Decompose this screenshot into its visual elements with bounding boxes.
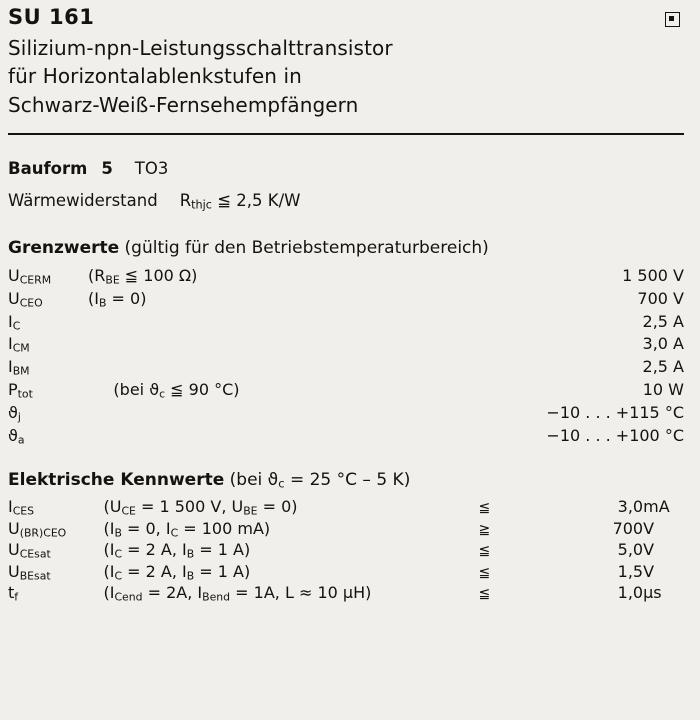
cond-p4: = 1 A) [194,540,251,560]
cond-p1: C [114,547,123,561]
electrical-table [8,497,692,605]
header-divider [8,133,684,135]
subtitle-line-1: Silizium-npn-Leistungsschalttransistor [8,36,393,61]
electrical-heading-rest-sub: c [278,476,285,491]
limits-condition-rest: ≦ 90 °C) [165,380,240,400]
page-title: SU 161 [8,5,95,29]
param-value: 3,0 [617,497,644,517]
limits-condition: (bei $ϑ_c$ ≦ 90 °C) [88,380,240,401]
param-value: 5,0 [617,540,644,560]
limits-heading [8,238,692,258]
param-symbol: $I_{CES}$ [8,497,35,518]
cond-p3: Bend [202,590,231,604]
header-row [8,6,692,29]
package-label: Bauform [8,159,88,179]
param-symbol: $U_{(BR)CEO}$ [8,518,67,540]
cond-p2: = 1 500 V, U [135,497,244,517]
limits-condition [88,425,396,448]
table-row [8,333,692,356]
table-row [8,379,692,402]
limits-condition-sub: c [159,387,166,401]
param-symbol-sub: f [14,590,19,604]
param-unit: mA [643,497,670,517]
param-symbol: $U_{BEsat}$ [8,561,51,583]
cond-p0: (I [103,583,115,603]
table-row [8,265,692,288]
limits-symbol: $U_{CERM}$ [8,265,52,287]
limits-heading-main: Grenzwerte [8,237,120,258]
limits-condition-rest: ≦ 100 Ω) [119,265,198,285]
thermal-symbol-sub: thjc [191,198,212,212]
table-row [8,497,692,519]
subtitle-line-3: Schwarz-Weiß-Fernsehempfängern [8,92,359,117]
table-row [8,356,692,379]
limits-symbol: $P_{tot}$ [8,380,33,401]
electrical-heading-rest [230,470,411,490]
limits-table [8,265,692,448]
limits-symbol-sub: a [17,433,25,447]
param-unit: V [643,561,655,581]
cond-p4: = 100 mA) [178,518,271,538]
param-condition [103,562,469,584]
param-unit: V [643,540,655,560]
thermal-label: Wärmewiderstand [8,190,158,210]
limits-value: 2,5 A [642,311,684,331]
thermal-symbol: $R_{thjc}$ [179,190,212,212]
cond-p3: BE [243,504,258,518]
param-symbol-sub: CEsat [19,547,51,561]
cond-p1: Cend [114,590,143,604]
limits-symbol-sub: C [12,319,21,333]
thermal-value: 2,5 K/W [236,190,301,210]
cond-p0: (U [103,497,122,517]
cond-p0: (I [103,518,115,538]
limits-condition [88,356,396,379]
limits-condition: $(I_B = 0)$ [88,288,147,310]
electrical-heading-main: Elektrische Kennwerte [8,469,225,490]
package-value: 5 [101,159,113,179]
limits-value: 10 W [642,380,684,400]
table-row [8,583,692,605]
thermal-relation: ≦ [217,190,232,210]
limits-condition: ($R_{BE}$ ≦ 100 Ω) [88,265,198,287]
param-comparator: ≦ [478,543,491,560]
limits-value: 3,0 A [642,334,684,354]
limits-value: 700 V [637,288,684,308]
cond-p3: B [186,569,195,583]
limits-symbol: $ϑ_j$ [8,403,21,424]
limits-symbol: $I_C$ [8,311,21,333]
limits-symbol-sub: CEO [19,296,43,310]
param-condition [103,519,469,541]
limits-value: 2,5 A [642,357,684,377]
limits-value: −10 . . . +115 °C [546,403,684,423]
limits-symbol-sub: BM [12,364,30,378]
table-row [8,519,692,541]
electrical-heading-rest-post: = 25 °C – 5 K) [284,469,411,490]
limits-symbol-sub: CERM [19,273,52,287]
cond-p1: C [114,569,123,583]
cond-p1: CE [121,504,136,518]
param-value: 1,5 [617,561,644,581]
param-symbol-sub: (BR)CEO [19,526,67,540]
package-specs [8,153,692,216]
cond-p4: = 1A, L ≈ 10 µH) [230,583,372,603]
limits-symbol: $U_{CEO}$ [8,288,43,310]
cond-p2: = 2 A, I [122,540,187,560]
param-condition [103,583,469,605]
limits-condition [88,402,396,425]
limits-symbol: $I_{CM}$ [8,334,30,355]
cond-p3: C [170,526,179,540]
param-unit: V [643,518,655,538]
table-row [8,540,692,562]
thermal-line [8,185,692,216]
param-condition [103,540,469,562]
param-symbol-sub: BEsat [19,569,51,583]
electrical-heading-rest-pre: (bei ϑ [229,469,279,490]
param-value: 1,0 [617,583,644,603]
cond-p4: = 0) [257,497,298,517]
package-type: TO3 [134,159,169,179]
limits-symbol-sub: CM [12,341,30,355]
param-comparator: ≧ [478,521,491,538]
table-row [8,288,692,311]
limits-condition [88,311,396,334]
param-value: 700 [612,518,644,538]
limits-condition-sub: B [98,296,107,310]
limits-condition [88,333,396,356]
table-row [8,562,692,584]
param-comparator: ≦ [478,586,491,603]
param-unit: µs [643,583,662,603]
package-line [8,153,692,184]
electrical-heading [8,470,692,491]
limits-condition-sub: BE [105,273,120,287]
cond-p2: = 0, I [121,518,171,538]
cond-p2: = 2 A, I [122,561,187,581]
subtitle [8,34,692,119]
table-row [8,425,692,448]
limits-symbol: $ϑ_a$ [8,425,25,447]
table-row [8,402,692,425]
subtitle-line-2: für Horizontalablenkstufen in [8,64,302,89]
cond-p2: = 2A, I [142,583,203,603]
limits-condition-rest: = 0) [106,288,147,308]
param-symbol: $t_f$ [8,583,19,604]
cond-p3: B [186,547,195,561]
cond-p0: (I [103,561,115,581]
square-marker-icon [665,12,680,27]
param-condition [103,497,469,519]
limits-symbol-sub: j [17,410,21,424]
param-symbol-sub: CES [12,504,35,518]
table-row [8,311,692,334]
limits-heading-rest: (gültig für den Betriebstemperaturbereich) [124,237,489,258]
cond-p1: B [114,526,122,540]
cond-p4: = 1 A) [194,561,251,581]
cond-p0: (I [103,540,115,560]
limits-symbol-sub: tot [17,387,33,401]
param-comparator: ≦ [478,564,491,581]
param-symbol: $U_{CEsat}$ [8,540,51,561]
limits-value: 1 500 V [622,265,684,285]
param-comparator: ≦ [478,500,491,517]
limits-symbol: $I_{BM}$ [8,357,30,378]
limits-value: −10 . . . +100 °C [546,425,684,445]
